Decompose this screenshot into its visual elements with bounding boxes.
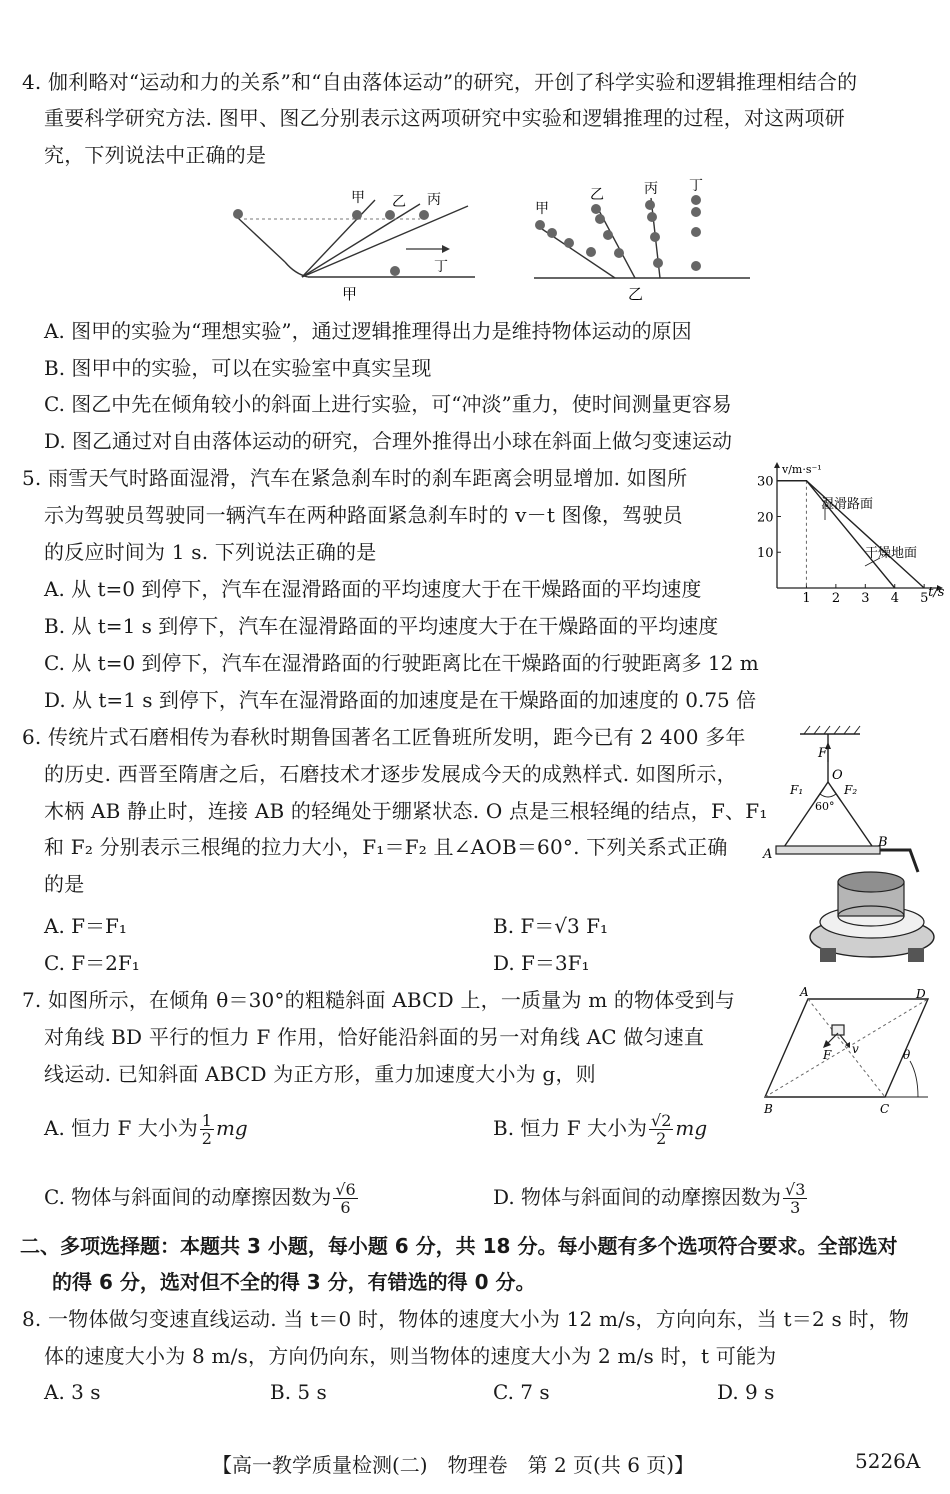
ball <box>603 230 613 240</box>
section-2-heading-line-1: 二、多项选择题：本题共 3 小题，每小题 6 分，共 18 分。每小题有多个选项符合要求。全部选对 <box>20 1234 898 1258</box>
q7-option-b-text: B. 恒力 F 大小为 <box>493 1116 648 1140</box>
page-footer-code: 5226A <box>855 1449 921 1473</box>
ball <box>653 258 663 268</box>
label-f: F <box>823 1048 832 1062</box>
q4-option-a: A. 图甲的实验为“理想实验”，通过逻辑推理得出力是维持物体运动的原因 <box>44 319 692 343</box>
label-o: O <box>832 768 843 783</box>
label-b: B <box>764 1102 773 1116</box>
q4-option-c: C. 图乙中先在倾角较小的斜面上进行实验，可“冲淡”重力，使时间测量更容易 <box>44 392 732 416</box>
label-yi: 乙 <box>590 187 604 203</box>
label-angle: 60° <box>815 800 835 813</box>
ball <box>564 238 574 248</box>
q4-stem-line-2: 重要科学研究方法. 图甲、图乙分别表示这两项研究中实验和逻辑推理的过程，对这两项研 <box>44 106 845 130</box>
label-f2: F₂ <box>844 783 858 797</box>
label-v: v <box>852 1042 859 1056</box>
y-tick-label: 30 <box>757 474 774 490</box>
q7-stem-line-1: 7. 如图所示，在倾角 θ＝30°的粗糙斜面 ABCD 上，一质量为 m 的物体受到与 <box>22 988 736 1012</box>
q7-incline-figure <box>760 985 945 1120</box>
arrow-head <box>442 245 450 253</box>
label-ding: 丁 <box>689 178 703 194</box>
q7-option-d-text: D. 物体与斜面间的动摩擦因数为 <box>493 1185 782 1209</box>
ball <box>595 214 605 224</box>
q7-stem-line-3: 线运动. 已知斜面 ABCD 为正方形，重力加速度大小为 g，则 <box>44 1062 596 1086</box>
millstone-top <box>838 872 904 892</box>
q6-stem-line-5: 的是 <box>44 872 85 896</box>
series-label-dry: 干燥地面 <box>865 546 918 561</box>
ball <box>547 228 557 238</box>
velocity-arrow <box>840 1035 848 1045</box>
connector-arm <box>880 850 918 872</box>
q6-stem-line-4: 和 F₂ 分别表示三根绳的拉力大小，F₁＝F₂ 且∠AOB＝60°. 下列关系式正确 <box>44 835 728 859</box>
q7-option-b <box>493 1112 707 1147</box>
fraction-numerator: √6 <box>335 1180 356 1199</box>
q6-stem-line-1: 6. 传统片式石磨相传为春秋时期鲁国著名工匠鲁班所发明，距今已有 2 400 多年 <box>22 725 746 749</box>
mill-leg <box>820 948 836 962</box>
q7-stem-line-2: 对角线 BD 平行的恒力 F 作用，恰好能沿斜面的另一对角线 AC 做匀速直 <box>44 1025 705 1049</box>
ceiling-hatch <box>804 726 860 734</box>
fraction <box>333 1181 357 1216</box>
label-a: A <box>800 985 809 999</box>
x-axis-label: t/s <box>928 585 945 600</box>
y-tick-label: 10 <box>757 546 774 562</box>
fraction-denominator: 3 <box>790 1198 801 1217</box>
label-bing: 丙 <box>427 192 441 208</box>
y-axis-arrow <box>774 462 780 468</box>
label-theta: θ <box>903 1048 911 1062</box>
x-tick-label: 2 <box>831 591 841 606</box>
q8-option-a: A. 3 s <box>44 1380 101 1404</box>
ball-on-floor <box>390 266 400 276</box>
ball <box>535 220 545 230</box>
theta-arc <box>910 1061 918 1097</box>
q5-option-d: D. 从 t=1 s 到停下，汽车在湿滑路面的加速度是在干燥路面的加速度的 0.75 倍 <box>44 688 757 712</box>
x-tick-label: 3 <box>861 591 870 606</box>
series-label-wet: 湿滑路面 <box>821 497 874 512</box>
q6-option-a: A. F＝F₁ <box>44 914 127 938</box>
q8-stem-line-2: 体的速度大小为 8 m/s，方向仍向东，则当物体的速度大小为 2 m/s 时，t 可能为 <box>44 1344 777 1368</box>
y-axis-label: v/m·s⁻¹ <box>782 463 822 476</box>
caption-jia: 甲 <box>342 285 358 303</box>
label-yi: 乙 <box>392 194 406 210</box>
q4-stem-line-1: 4. 伽利略对“运动和力的关系”和“自由落体运动”的研究，开创了科学实验和逻辑推理相结合的 <box>22 70 858 94</box>
label-jia: 甲 <box>535 201 549 217</box>
left-slope <box>238 218 285 262</box>
ball-on-jia <box>352 210 362 220</box>
fraction <box>783 1181 807 1216</box>
ball <box>645 200 655 210</box>
q7-option-a <box>44 1112 248 1147</box>
ball <box>650 232 660 242</box>
page-footer-title: 【高一教学质量检测(二) 物理卷 第 2 页(共 6 页)】 <box>212 1453 695 1477</box>
q6-stem-line-2: 的历史. 西晋至隋唐之后，石磨技术才逐步发展成今天的成熟样式. 如图所示， <box>44 762 737 786</box>
label-b: B <box>878 835 888 850</box>
q4-option-b: B. 图甲中的实验，可以在实验室中真实呈现 <box>44 356 432 380</box>
q4-figure-yi <box>530 175 755 305</box>
q7-option-a-suffix: mg <box>215 1116 248 1140</box>
ball <box>691 207 701 217</box>
ball <box>691 261 701 271</box>
q7-option-d <box>493 1181 809 1216</box>
label-a: A <box>763 847 773 862</box>
x-tick-label: 5 <box>920 591 929 606</box>
ball-start <box>233 209 243 219</box>
fraction-denominator: 2 <box>656 1129 667 1148</box>
q8-option-b: B. 5 s <box>270 1380 327 1404</box>
q8-option-c: C. 7 s <box>493 1380 550 1404</box>
diagonal-ac <box>808 999 885 1097</box>
label-ding: 丁 <box>434 259 448 275</box>
q4-option-d: D. 图乙通过对自由落体运动的研究，合理外推得出小球在斜面上做匀变速运动 <box>44 429 733 453</box>
q5-option-a: A. 从 t=0 到停下，汽车在湿滑路面的平均速度大于在干燥路面的平均速度 <box>44 577 702 601</box>
q5-option-b: B. 从 t=1 s 到停下，汽车在湿滑路面的平均速度大于在干燥路面的平均速度 <box>44 614 719 638</box>
mill-leg <box>908 948 924 962</box>
label-f: F <box>818 746 828 761</box>
fraction-numerator: √2 <box>651 1111 672 1130</box>
y-tick-label: 20 <box>757 510 774 526</box>
fraction-numerator: 1 <box>201 1111 212 1130</box>
q6-millstone-figure <box>760 722 945 972</box>
q4-stem-line-3: 究，下列说法中正确的是 <box>44 143 267 167</box>
q5-option-c: C. 从 t=0 到停下，汽车在湿滑路面的行驶距离比在干燥路面的行驶距离多 12 m <box>44 651 759 675</box>
fraction <box>200 1112 214 1147</box>
angle-arc <box>820 794 836 797</box>
tick-group <box>757 475 928 606</box>
label-c: C <box>880 1102 890 1116</box>
ball-on-bing <box>419 210 429 220</box>
fraction-denominator: 2 <box>201 1129 212 1148</box>
q7-option-b-suffix: mg <box>675 1116 708 1140</box>
ball-on-yi <box>385 210 395 220</box>
q8-stem-line-1: 8. 一物体做匀变速直线运动. 当 t＝0 时，物体的速度大小为 12 m/s，方向向东，当 t＝2 s 时，物 <box>22 1307 910 1331</box>
ball <box>691 227 701 237</box>
label-f1: F₁ <box>790 783 804 797</box>
q5-stem-line-1: 5. 雨雪天气时路面湿滑，汽车在紧急刹车时的刹车距离会明显增加. 如图所 <box>22 466 688 490</box>
q6-stem-line-3: 木柄 AB 静止时，连接 AB 的轻绳处于绷紧状态. O 点是三根轻绳的结点，F、F₁ <box>44 799 768 823</box>
q5-stem-line-2: 示为驾驶员驾驶同一辆汽车在两种路面紧急刹车时的 v－t 图像，驾驶员 <box>44 503 683 527</box>
ball <box>647 212 657 222</box>
label-jia: 甲 <box>351 190 365 206</box>
q6-option-d: D. F＝3F₁ <box>493 951 590 975</box>
q5-stem-line-3: 的反应时间为 1 s. 下列说法正确的是 <box>44 540 377 564</box>
x-tick-label: 4 <box>890 591 900 606</box>
q7-option-a-text: A. 恒力 F 大小为 <box>44 1116 198 1140</box>
ball <box>591 204 601 214</box>
caption-yi: 乙 <box>628 285 644 303</box>
q6-option-b: B. F＝√3 F₁ <box>493 914 609 938</box>
x-tick-label: 1 <box>802 591 811 606</box>
fraction-denominator: 6 <box>340 1198 351 1217</box>
q6-option-c: C. F＝2F₁ <box>44 951 140 975</box>
section-2-heading-line-2: 的得 6 分，选对但不全的得 3 分，有错选的得 0 分。 <box>52 1270 536 1294</box>
q7-option-c-text: C. 物体与斜面间的动摩擦因数为 <box>44 1185 332 1209</box>
ball <box>614 248 624 258</box>
fraction <box>649 1112 673 1147</box>
label-d: D <box>916 987 926 1001</box>
handle-ab <box>776 846 880 854</box>
label-bing: 丙 <box>644 181 658 197</box>
q4-figure-jia <box>220 182 480 304</box>
fraction-numerator: √3 <box>785 1180 806 1199</box>
ball <box>586 247 596 257</box>
q5-vt-chart <box>755 460 945 608</box>
q7-option-c <box>44 1181 360 1216</box>
q8-option-d: D. 9 s <box>717 1380 775 1404</box>
ball <box>691 195 701 205</box>
